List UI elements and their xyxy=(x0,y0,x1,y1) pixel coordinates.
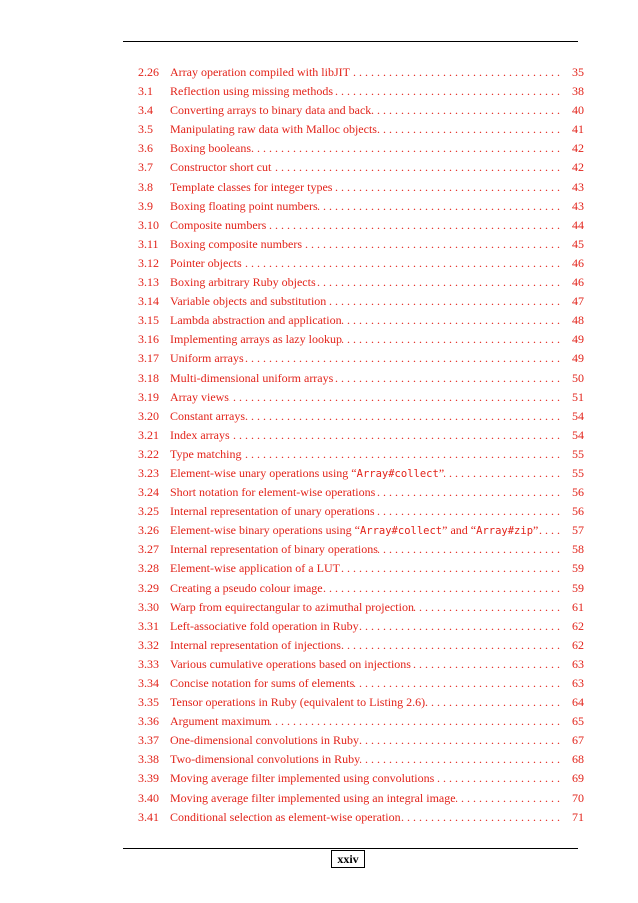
toc-entry[interactable] xyxy=(138,445,584,464)
dot-leader xyxy=(375,502,560,521)
toc-entry[interactable] xyxy=(138,521,584,540)
entry-page[interactable]: 68 xyxy=(572,752,584,767)
dot-leader xyxy=(342,330,560,349)
dot-leader xyxy=(230,426,560,445)
entry-title[interactable]: Constructor short cut xyxy=(170,160,272,175)
entry-title[interactable]: Various cumulative operations based on injections xyxy=(170,656,411,671)
entry-page[interactable]: 49 xyxy=(572,332,584,347)
entry-number: 3.13 xyxy=(138,275,159,290)
dot-leader xyxy=(414,598,560,617)
entry-title-part: ” and “ xyxy=(442,523,477,538)
toc-entry[interactable] xyxy=(138,636,584,655)
entry-title[interactable]: Warp from equirectangular to azimuthal projection xyxy=(170,599,414,614)
entry-title[interactable]: Variable objects and substitution xyxy=(170,294,327,309)
dot-leader xyxy=(538,521,560,540)
dot-leader xyxy=(270,712,560,731)
dot-leader xyxy=(333,369,560,388)
entry-page[interactable]: 58 xyxy=(572,542,584,557)
dot-leader xyxy=(350,63,560,82)
dot-leader xyxy=(326,292,560,311)
entry-title[interactable]: Left-associative fold operation in Ruby xyxy=(170,618,359,633)
entry-title[interactable]: Internal representation of binary operations xyxy=(170,542,378,557)
dot-leader xyxy=(456,789,560,808)
dot-leader xyxy=(401,808,560,827)
entry-page[interactable]: 48 xyxy=(572,313,584,328)
entry-page[interactable]: 43 xyxy=(572,179,584,194)
entry-page[interactable]: 64 xyxy=(572,695,584,710)
toc-entry[interactable] xyxy=(138,712,584,731)
entry-number: 3.18 xyxy=(138,370,159,385)
toc-entry[interactable] xyxy=(138,426,584,445)
entry-title[interactable]: Argument maximum xyxy=(170,714,271,729)
entry-title[interactable]: Two-dimensional convolutions in Ruby xyxy=(170,752,361,767)
entry-page[interactable]: 65 xyxy=(572,714,584,729)
entry-page[interactable]: 41 xyxy=(572,122,584,137)
entry-title[interactable]: Constant arrays xyxy=(170,408,245,423)
dot-leader xyxy=(360,750,560,769)
entry-number: 3.40 xyxy=(138,790,159,805)
entry-number: 3.6 xyxy=(138,141,153,156)
list-of-listings xyxy=(138,63,584,827)
entry-page[interactable]: 50 xyxy=(572,370,584,385)
dot-leader xyxy=(411,655,560,674)
entry-number: 2.26 xyxy=(138,65,159,79)
entry-number: 3.4 xyxy=(138,103,153,118)
entry-title[interactable]: Conditional selection as element-wise operation xyxy=(170,809,401,824)
entry-title[interactable]: Short notation for element-wise operations xyxy=(170,485,376,500)
entry-page[interactable]: 61 xyxy=(572,599,584,614)
entry-title[interactable]: Array views xyxy=(170,389,229,404)
entry-page[interactable]: 63 xyxy=(572,676,584,690)
entry-page[interactable]: 46 xyxy=(572,275,584,290)
toc-entry[interactable] xyxy=(138,330,584,349)
dot-leader xyxy=(302,235,560,254)
entry-number: 3.25 xyxy=(138,504,159,519)
entry-number: 3.36 xyxy=(138,714,159,729)
entry-number: 3.8 xyxy=(138,179,153,194)
entry-title-part: ” xyxy=(438,465,445,480)
dot-leader xyxy=(229,388,560,407)
entry-page[interactable]: 59 xyxy=(572,580,584,595)
dot-leader xyxy=(318,197,560,216)
dot-leader xyxy=(378,540,560,559)
entry-page[interactable]: 54 xyxy=(572,408,584,423)
entry-title[interactable]: Pointer objects xyxy=(170,255,242,270)
toc-entry[interactable] xyxy=(138,139,584,158)
entry-title[interactable]: One-dimensional convolutions in Ruby xyxy=(170,733,359,748)
entry-number: 3.14 xyxy=(138,294,159,309)
entry-number: 3.11 xyxy=(138,236,159,251)
toc-entry[interactable] xyxy=(138,101,584,120)
entry-title[interactable]: Internal representation of injections xyxy=(170,637,341,652)
entry-page[interactable]: 40 xyxy=(572,103,584,118)
entry-title[interactable] xyxy=(170,521,538,541)
entry-title[interactable]: Boxing arbitrary Ruby objects xyxy=(170,275,316,290)
entry-number: 3.29 xyxy=(138,580,159,595)
entry-number: 3.28 xyxy=(138,561,159,576)
entry-number: 3.41 xyxy=(138,809,159,824)
entry-number: 3.37 xyxy=(138,733,159,748)
dot-leader xyxy=(333,82,560,101)
entry-page[interactable]: 62 xyxy=(572,618,584,633)
entry-title[interactable]: Converting arrays to binary data and back xyxy=(170,103,372,118)
entry-title[interactable]: Moving average filter implemented using convolutions xyxy=(170,771,435,786)
dot-leader xyxy=(354,674,560,693)
toc-entry[interactable] xyxy=(138,82,584,101)
entry-title[interactable]: Boxing composite numbers xyxy=(170,236,302,251)
entry-page[interactable]: 51 xyxy=(572,389,584,404)
entry-page[interactable]: 70 xyxy=(572,790,584,805)
toc-entry[interactable] xyxy=(138,235,584,254)
entry-page[interactable]: 47 xyxy=(572,294,584,309)
entry-title[interactable]: Lambda abstraction and application xyxy=(170,313,342,328)
entry-title[interactable]: Array operation compiled with libJIT xyxy=(170,65,350,79)
dot-leader xyxy=(444,464,560,483)
toc-entry[interactable] xyxy=(138,731,584,750)
entry-number: 3.31 xyxy=(138,618,159,633)
entry-page[interactable]: 55 xyxy=(572,465,584,480)
entry-number: 3.33 xyxy=(138,656,159,671)
entry-page[interactable]: 59 xyxy=(572,561,584,576)
dot-leader xyxy=(251,139,560,158)
entry-number: 3.21 xyxy=(138,427,159,442)
toc-entry[interactable] xyxy=(138,254,584,273)
entry-number: 3.32 xyxy=(138,637,159,652)
toc-entry[interactable] xyxy=(138,579,584,598)
toc-entry[interactable] xyxy=(138,158,584,177)
toc-entry[interactable] xyxy=(138,750,584,769)
entry-title-part: ” xyxy=(533,523,539,538)
entry-title[interactable]: Composite numbers xyxy=(170,217,267,232)
toc-entry[interactable] xyxy=(138,273,584,292)
entry-number: 3.34 xyxy=(138,676,159,690)
entry-title[interactable] xyxy=(170,464,444,484)
entry-title[interactable]: Concise notation for sums of elements xyxy=(170,676,355,690)
top-rule xyxy=(123,41,578,42)
toc-entry[interactable] xyxy=(138,540,584,559)
dot-leader xyxy=(340,559,560,578)
entry-page[interactable]: 63 xyxy=(572,656,584,671)
dot-leader xyxy=(245,407,560,426)
toc-entry[interactable] xyxy=(138,502,584,521)
entry-title[interactable]: Template classes for integer types xyxy=(170,179,333,194)
toc-entry[interactable] xyxy=(138,693,584,712)
page-number: xxiv xyxy=(331,850,365,868)
entry-number: 3.23 xyxy=(138,465,159,480)
dot-leader xyxy=(266,216,560,235)
entry-number: 3.24 xyxy=(138,485,159,500)
toc-entry[interactable] xyxy=(138,789,584,808)
entry-title[interactable]: Moving average filter implemented using an integral image xyxy=(170,790,456,805)
entry-number: 3.1 xyxy=(138,84,153,99)
entry-page[interactable]: 38 xyxy=(572,84,584,99)
entry-title[interactable]: Implementing arrays as lazy lookup xyxy=(170,332,342,347)
entry-number: 3.38 xyxy=(138,752,159,767)
dot-leader xyxy=(244,349,560,368)
entry-page[interactable]: 44 xyxy=(572,217,584,232)
dot-leader xyxy=(242,254,560,273)
entry-title[interactable]: Element-wise application of a LUT xyxy=(170,561,340,576)
entry-number: 3.35 xyxy=(138,695,159,710)
toc-entry[interactable] xyxy=(138,598,584,617)
entry-title[interactable]: Reflection using missing methods xyxy=(170,84,333,99)
toc-entry[interactable] xyxy=(138,369,584,388)
entry-number: 3.20 xyxy=(138,408,159,423)
toc-entry[interactable] xyxy=(138,178,584,197)
entry-number: 3.17 xyxy=(138,351,159,366)
entry-title[interactable]: Index arrays xyxy=(170,427,230,442)
bottom-rule xyxy=(123,848,578,849)
dot-leader xyxy=(323,579,560,598)
toc-entry[interactable] xyxy=(138,674,584,693)
dot-leader xyxy=(359,617,560,636)
entry-number: 3.30 xyxy=(138,599,159,614)
dot-leader xyxy=(434,769,560,788)
entry-page[interactable]: 43 xyxy=(572,198,584,213)
entry-number: 3.16 xyxy=(138,332,159,347)
entry-page[interactable]: 35 xyxy=(572,65,584,79)
entry-number: 3.27 xyxy=(138,542,159,557)
entry-title-code: Array#collect xyxy=(356,467,439,480)
dot-leader xyxy=(341,636,560,655)
entry-page[interactable]: 71 xyxy=(572,809,584,824)
dot-leader xyxy=(359,731,560,750)
toc-entry[interactable] xyxy=(138,292,584,311)
entry-page[interactable]: 45 xyxy=(572,236,584,251)
entry-title[interactable]: Tensor operations in Ruby (equivalent to Listing 2.6) xyxy=(170,695,426,710)
entry-number: 3.19 xyxy=(138,389,159,404)
entry-title-code: Array#zip xyxy=(476,525,534,538)
entry-page[interactable]: 54 xyxy=(572,427,584,442)
toc-entry[interactable] xyxy=(138,311,584,330)
toc-entry[interactable] xyxy=(138,617,584,636)
entry-page[interactable]: 42 xyxy=(572,141,584,156)
toc-entry[interactable] xyxy=(138,769,584,788)
entry-page[interactable]: 49 xyxy=(572,351,584,366)
toc-entry[interactable] xyxy=(138,63,584,82)
entry-number: 3.15 xyxy=(138,313,159,328)
entry-title[interactable]: Multi-dimensional uniform arrays xyxy=(170,370,334,385)
toc-entry[interactable] xyxy=(138,349,584,368)
toc-entry[interactable] xyxy=(138,483,584,502)
dot-leader xyxy=(316,273,560,292)
entry-page[interactable]: 67 xyxy=(572,733,584,748)
toc-entry[interactable] xyxy=(138,655,584,674)
entry-page[interactable]: 55 xyxy=(572,446,584,461)
entry-title[interactable]: Manipulating raw data with Malloc objects xyxy=(170,122,377,137)
toc-entry[interactable] xyxy=(138,120,584,139)
entry-number: 3.26 xyxy=(138,523,159,538)
toc-entry[interactable] xyxy=(138,464,584,483)
toc-entry[interactable] xyxy=(138,197,584,216)
entry-title[interactable]: Creating a pseudo colour image xyxy=(170,580,323,595)
entry-number: 3.5 xyxy=(138,122,153,137)
dot-leader xyxy=(241,445,560,464)
entry-number: 3.39 xyxy=(138,771,159,786)
entry-title[interactable]: Boxing booleans xyxy=(170,141,251,156)
entry-number: 3.9 xyxy=(138,198,153,213)
dot-leader xyxy=(271,158,560,177)
entry-title[interactable]: Type matching xyxy=(170,446,242,461)
toc-entry[interactable] xyxy=(138,808,584,827)
toc-entry[interactable] xyxy=(138,216,584,235)
entry-title-part: Element-wise unary operations using “ xyxy=(170,465,357,480)
entry-page[interactable]: 42 xyxy=(572,160,584,175)
dot-leader xyxy=(375,483,560,502)
dot-leader xyxy=(371,101,560,120)
entry-title[interactable]: Boxing floating point numbers xyxy=(170,198,318,213)
entry-page[interactable]: 56 xyxy=(572,504,584,519)
entry-number: 3.22 xyxy=(138,446,159,461)
entry-title-code: Array#collect xyxy=(359,525,443,538)
dot-leader xyxy=(377,120,560,139)
entry-title[interactable]: Uniform arrays xyxy=(170,351,244,366)
entry-title[interactable]: Internal representation of unary operations xyxy=(170,504,375,519)
entry-page[interactable]: 56 xyxy=(572,485,584,500)
entry-page[interactable]: 69 xyxy=(572,771,584,786)
entry-page[interactable]: 46 xyxy=(572,255,584,270)
dot-leader xyxy=(425,693,560,712)
toc-entry[interactable] xyxy=(138,559,584,578)
entry-title-part: Element-wise binary operations using “ xyxy=(170,523,360,538)
toc-entry[interactable] xyxy=(138,407,584,426)
entry-page[interactable]: 62 xyxy=(572,637,584,652)
toc-entry[interactable] xyxy=(138,388,584,407)
dot-leader xyxy=(342,311,560,330)
entry-number: 3.7 xyxy=(138,160,153,175)
entry-number: 3.12 xyxy=(138,255,159,270)
dot-leader xyxy=(332,178,560,197)
entry-page[interactable]: 57 xyxy=(572,523,584,538)
entry-number: 3.10 xyxy=(138,217,159,232)
